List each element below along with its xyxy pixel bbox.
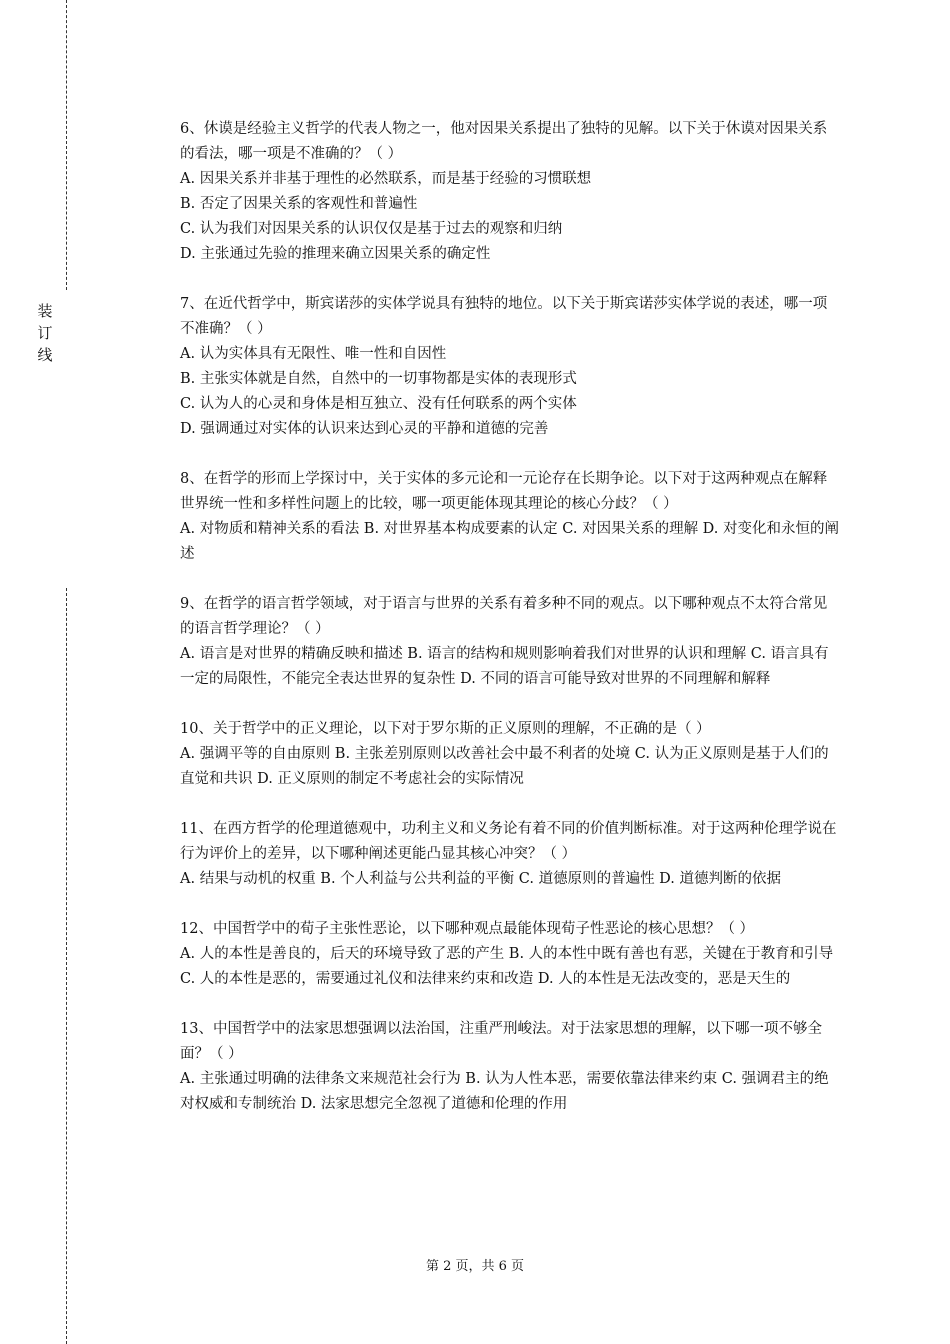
option-a: A. 认为实体具有无限性、唯一性和自因性 xyxy=(180,346,447,362)
options-inline: A. 强调平等的自由原则 B. 主张差别原则以改善社会中最不利者的处境 C. 认为正义原则是基于人们的直觉和共识 D. 正义原则的制定不考虑社会的实际情况 xyxy=(180,746,829,787)
options-inline: A. 结果与动机的权重 B. 个人利益与公共利益的平衡 C. 道德原则的普遍性 D. 道德判断的依据 xyxy=(180,871,782,887)
binding-label xyxy=(34,300,56,366)
question-7 xyxy=(180,292,840,442)
question-text: 7、在近代哲学中，斯宾诺莎的实体学说具有独特的地位。以下关于斯宾诺莎实体学说的表述，哪一项不准确？（ ） xyxy=(180,296,828,337)
page-number: 第 2 页，共 6 页 xyxy=(425,1259,525,1274)
question-11 xyxy=(180,817,840,892)
options-inline: A. 对物质和精神关系的看法 B. 对世界基本构成要素的认定 C. 对因果关系的理解 D. 对变化和永恒的阐述 xyxy=(180,521,840,562)
question-text: 9、在哲学的语言哲学领域，对于语言与世界的关系有着多种不同的观点。以下哪种观点不太符合常见的语言哲学理论？（ ） xyxy=(180,596,828,637)
binding-char: 线 xyxy=(37,346,53,364)
question-6 xyxy=(180,117,840,267)
question-list xyxy=(180,117,840,1142)
binding-line-top xyxy=(66,0,67,290)
option-a: A. 因果关系并非基于理性的必然联系，而是基于经验的习惯联想 xyxy=(180,171,592,187)
question-text: 12、中国哲学中的荀子主张性恶论，以下哪种观点最能体现荀子性恶论的核心思想？（ ） xyxy=(180,921,755,937)
binding-line-bottom xyxy=(66,588,67,1344)
question-10 xyxy=(180,717,840,792)
option-c: C. 认为我们对因果关系的认识仅仅是基于过去的观察和归纳 xyxy=(180,221,563,237)
binding-char: 装 xyxy=(37,302,53,320)
question-13 xyxy=(180,1017,840,1117)
question-8 xyxy=(180,467,840,567)
option-b: B. 否定了因果关系的客观性和普遍性 xyxy=(180,196,418,212)
options-inline: A. 语言是对世界的精确反映和描述 B. 语言的结构和规则影响着我们对世界的认识和理解 C. 语言具有一定的局限性，不能完全表达世界的复杂性 D. 不同的语言可能导致对世界的不同理解和解释 xyxy=(180,646,829,687)
question-9 xyxy=(180,592,840,692)
question-text: 13、中国哲学中的法家思想强调以法治国，注重严刑峻法。对于法家思想的理解，以下哪一项不够全面？（ ） xyxy=(180,1021,822,1062)
question-text: 11、在西方哲学的伦理道德观中，功利主义和义务论有着不同的价值判断标准。对于这两种伦理学说在行为评价上的差异，以下哪种阐述更能凸显其核心冲突？（ ） xyxy=(180,821,837,862)
binding-char: 订 xyxy=(37,324,53,342)
question-text: 8、在哲学的形而上学探讨中，关于实体的多元论和一元论存在长期争论。以下对于这两种观点在解释世界统一性和多样性问题上的比较，哪一项更能体现其理论的核心分歧？（ ） xyxy=(180,471,828,512)
question-text: 10、关于哲学中的正义理论，以下对于罗尔斯的正义原则的理解，不正确的是（ ） xyxy=(180,721,711,737)
option-d: D. 强调通过对实体的认识来达到心灵的平静和道德的完善 xyxy=(180,421,549,437)
question-text: 6、休谟是经验主义哲学的代表人物之一，他对因果关系提出了独特的见解。以下关于休谟对因果关系的看法，哪一项是不准确的？（ ） xyxy=(180,121,828,162)
options-inline: A. 主张通过明确的法律条文来规范社会行为 B. 认为人性本恶，需要依靠法律来约束 C. 强调君主的绝对权威和专制统治 D. 法家思想完全忽视了道德和伦理的作用 xyxy=(180,1071,829,1112)
option-b: B. 主张实体就是自然，自然中的一切事物都是实体的表现形式 xyxy=(180,371,577,387)
option-d: D. 主张通过先验的推理来确立因果关系的确定性 xyxy=(180,246,491,262)
options-inline: A. 人的本性是善良的，后天的环境导致了恶的产生 B. 人的本性中既有善也有恶，关键在于教育和引导 C. 人的本性是恶的，需要通过礼仪和法律来约束和改造 D. 人的本性是无法改变的，恶是天生的 xyxy=(180,946,834,987)
option-c: C. 认为人的心灵和身体是相互独立、没有任何联系的两个实体 xyxy=(180,396,577,412)
question-12 xyxy=(180,917,840,992)
